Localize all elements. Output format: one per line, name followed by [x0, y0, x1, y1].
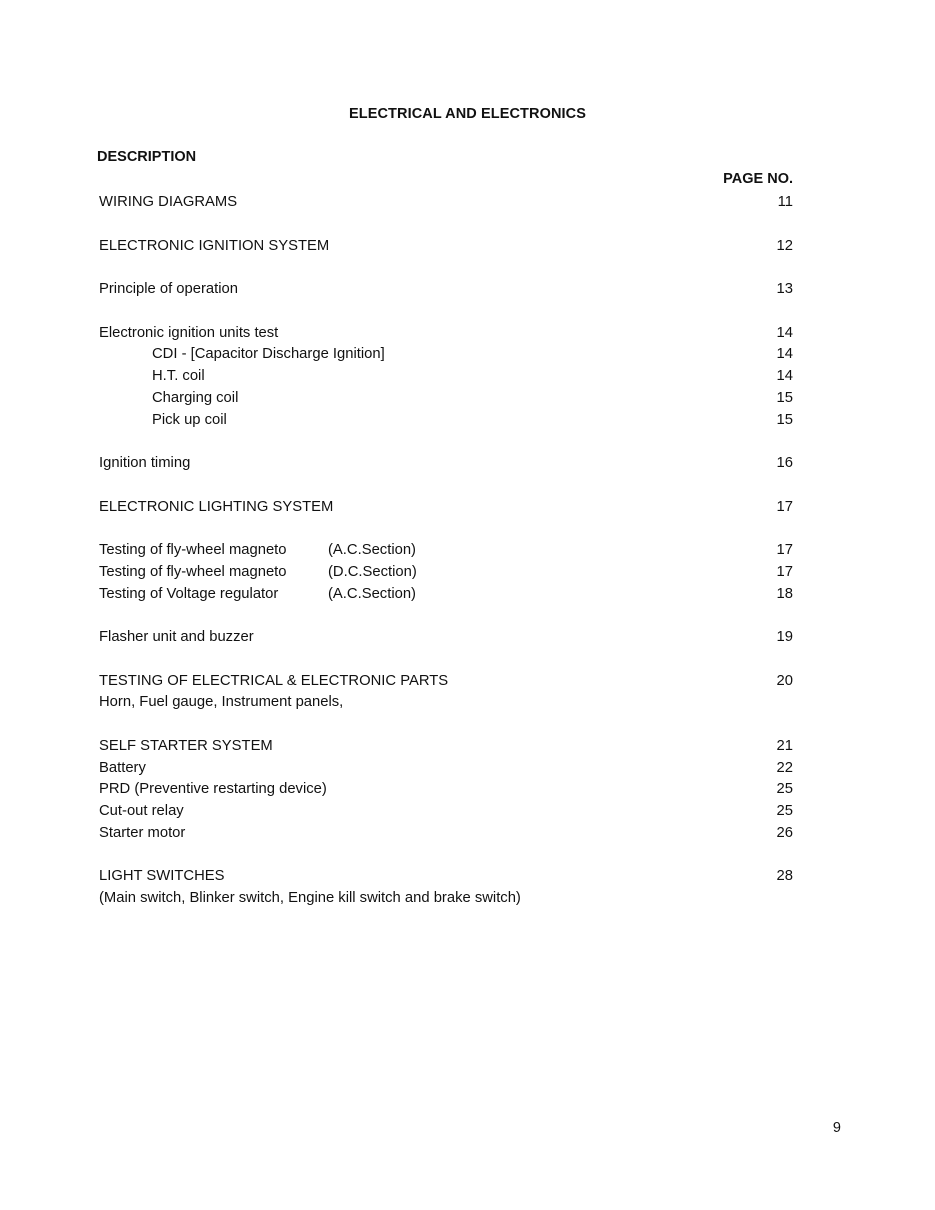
toc-entry — [99, 758, 793, 780]
toc-entry-label: Cut-out relay — [99, 803, 184, 819]
toc-entry-label: Battery — [99, 759, 146, 776]
toc-entry — [99, 453, 793, 475]
toc-entry — [99, 692, 793, 714]
toc-entry — [99, 192, 793, 214]
toc-entry — [99, 497, 793, 519]
toc-entry — [99, 801, 793, 823]
toc-entry — [99, 671, 793, 693]
toc-entry-page: 12 — [776, 237, 793, 254]
toc-entry-page: 25 — [776, 803, 793, 819]
toc-entry-page: 26 — [776, 824, 793, 841]
description-heading: DESCRIPTION — [97, 149, 197, 165]
toc-entry — [99, 410, 793, 432]
toc-entry-page: 14 — [776, 346, 793, 363]
toc-entry — [99, 236, 793, 258]
toc-entry — [99, 779, 793, 801]
toc-entry-label: Principle of operation — [99, 281, 239, 297]
toc-spacer — [99, 714, 793, 736]
toc-entry — [99, 866, 793, 888]
toc-entry-label: TESTING OF ELECTRICAL & ELECTRONIC PARTS — [99, 672, 449, 689]
toc-entry-label: Starter motor — [99, 824, 186, 841]
toc-entry-note: (A.C.Section) — [328, 542, 416, 558]
toc-spacer — [99, 518, 793, 540]
toc-entry-page: 19 — [776, 629, 793, 645]
toc-entry-label: ELECTRONIC IGNITION SYSTEM — [99, 237, 330, 254]
toc-entry — [99, 888, 793, 910]
toc-entry — [99, 627, 793, 649]
toc-entry-label: Ignition timing — [99, 455, 191, 471]
toc-entry — [99, 540, 793, 562]
toc-entry-page: 21 — [776, 737, 793, 754]
toc-entry — [99, 279, 793, 301]
toc-entry — [99, 823, 793, 845]
toc-entry-label: Testing of fly-wheel magneto — [99, 542, 287, 558]
toc-entry-label: Testing of fly-wheel magneto — [99, 563, 287, 580]
toc-entry-label: Charging coil — [152, 389, 239, 406]
toc-entry-label: PRD (Preventive restarting device) — [99, 781, 327, 798]
toc-entry-label: (Main switch, Blinker switch, Engine kill switch and brake switch) — [99, 890, 521, 906]
page-title: ELECTRICAL AND ELECTRONICS — [348, 106, 587, 122]
toc-spacer — [99, 475, 793, 497]
toc-entry-page: 14 — [776, 368, 793, 384]
toc-entry — [99, 736, 793, 758]
toc-entry-page: 15 — [776, 411, 793, 428]
toc-spacer — [99, 257, 793, 279]
toc-entry-page: 14 — [776, 324, 793, 341]
table-of-contents — [99, 192, 793, 910]
toc-entry-page: 22 — [776, 759, 793, 776]
toc-entry-page: 11 — [777, 194, 793, 210]
toc-spacer — [99, 845, 793, 867]
toc-entry-label: Electronic ignition units test — [99, 324, 279, 341]
page-number: 9 — [832, 1120, 841, 1136]
toc-entry-label: ELECTRONIC LIGHTING SYSTEM — [99, 498, 334, 515]
toc-entry-label: WIRING DIAGRAMS — [99, 194, 238, 210]
toc-entry-label: Pick up coil — [152, 411, 227, 428]
toc-entry-page: 17 — [776, 498, 793, 515]
toc-entry-label: LIGHT SWITCHES — [99, 868, 225, 885]
toc-entry-note: (A.C.Section) — [328, 585, 416, 602]
toc-entry — [99, 344, 793, 366]
toc-entry — [99, 562, 793, 584]
toc-spacer — [99, 214, 793, 236]
toc-entry-page: 15 — [776, 389, 793, 406]
toc-entry-label: Flasher unit and buzzer — [99, 629, 254, 645]
toc-entry-page: 17 — [776, 542, 793, 558]
toc-entry — [99, 323, 793, 345]
toc-entry-page: 16 — [776, 455, 793, 471]
toc-spacer — [99, 431, 793, 453]
toc-entry-page: 17 — [776, 563, 793, 580]
toc-spacer — [99, 301, 793, 323]
toc-entry — [99, 388, 793, 410]
toc-entry-label: Testing of Voltage regulator — [99, 585, 279, 602]
toc-spacer — [99, 649, 793, 671]
toc-entry — [99, 584, 793, 606]
toc-entry-page: 28 — [776, 868, 793, 885]
toc-entry-page: 13 — [776, 281, 793, 297]
page-number-column-heading: PAGE NO. — [723, 171, 793, 187]
toc-entry-page: 18 — [776, 585, 793, 602]
toc-entry-label: SELF STARTER SYSTEM — [99, 737, 273, 754]
toc-entry-label: CDI - [Capacitor Discharge Ignition] — [152, 346, 385, 363]
toc-spacer — [99, 605, 793, 627]
toc-entry-page: 25 — [776, 781, 793, 798]
toc-entry-page: 20 — [776, 672, 793, 689]
toc-entry-label: H.T. coil — [152, 368, 205, 384]
toc-entry-label: Horn, Fuel gauge, Instrument panels, — [99, 694, 344, 711]
toc-entry — [99, 366, 793, 388]
toc-entry-note: (D.C.Section) — [328, 563, 417, 580]
